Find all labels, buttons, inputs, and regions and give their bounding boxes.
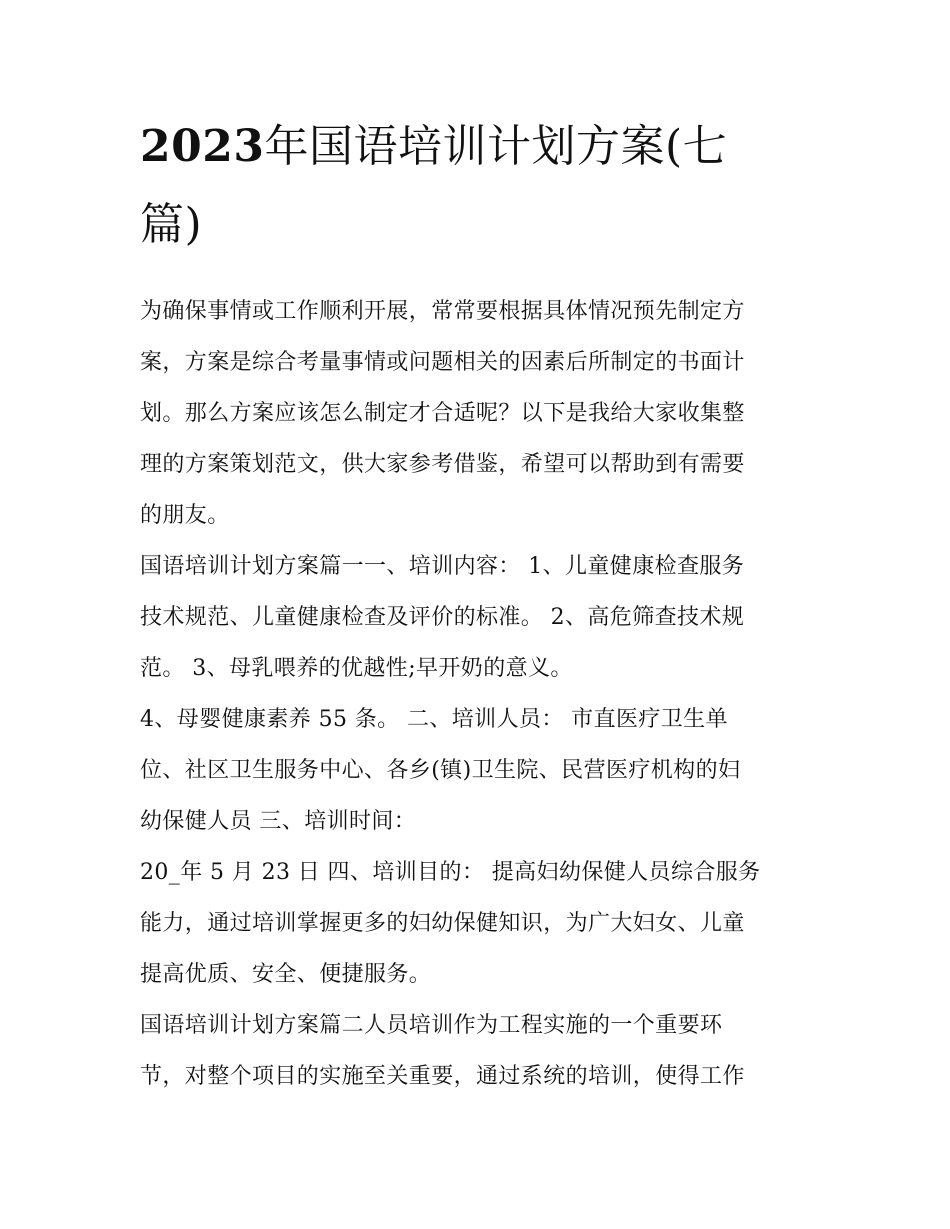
paragraph-plan-one-purpose: 20_年 5 月 23 日 四、培训目的： 提高妇幼保健人员综合服务 能力，通过培训掌握更多的妇幼保健知识，为广大妇女、儿童 提高优质、安全、便捷服务。 [140,860,761,987]
paragraph-plan-two: 国语培训计划方案篇二人员培训作为工程实施的一个重要环 节，对整个项目的实施至关重要，通过系统的培训，使得工作 [140,1013,745,1089]
paragraph-intro: 为确保事情或工作顺利开展，常常要根据具体情况预先制定方 案，方案是综合考量事情或问题相关的因素后所制定的书面计 划。那么方案应该怎么制定才合适呢？以下是我给大家收集整 理的方案策划范文，供大家参考借鉴，希望可以帮助到有需要 的朋友。 [140,299,745,528]
title-year: 2023 [140,121,265,172]
paragraph-plan-one-content: 国语培训计划方案篇一一、培训内容： 1、儿童健康检查服务 技术规范、儿童健康检查及评价的标准。 2、高危筛查技术规 范。 3、母乳喂养的优越性;早开奶的意义。 [140,554,745,681]
document-title [140,108,820,264]
paragraph-plan-one-personnel: 4、母婴健康素养 55 条。 二、培训人员： 市直医疗卫生单 位、社区卫生服务中心、各乡(镇)卫生院、民营医疗机构的妇 幼保健人员 三、培训时间： [140,707,741,834]
title-text: 年国语培训计划方案(七 篇) [140,121,728,250]
document-body [140,108,820,1102]
